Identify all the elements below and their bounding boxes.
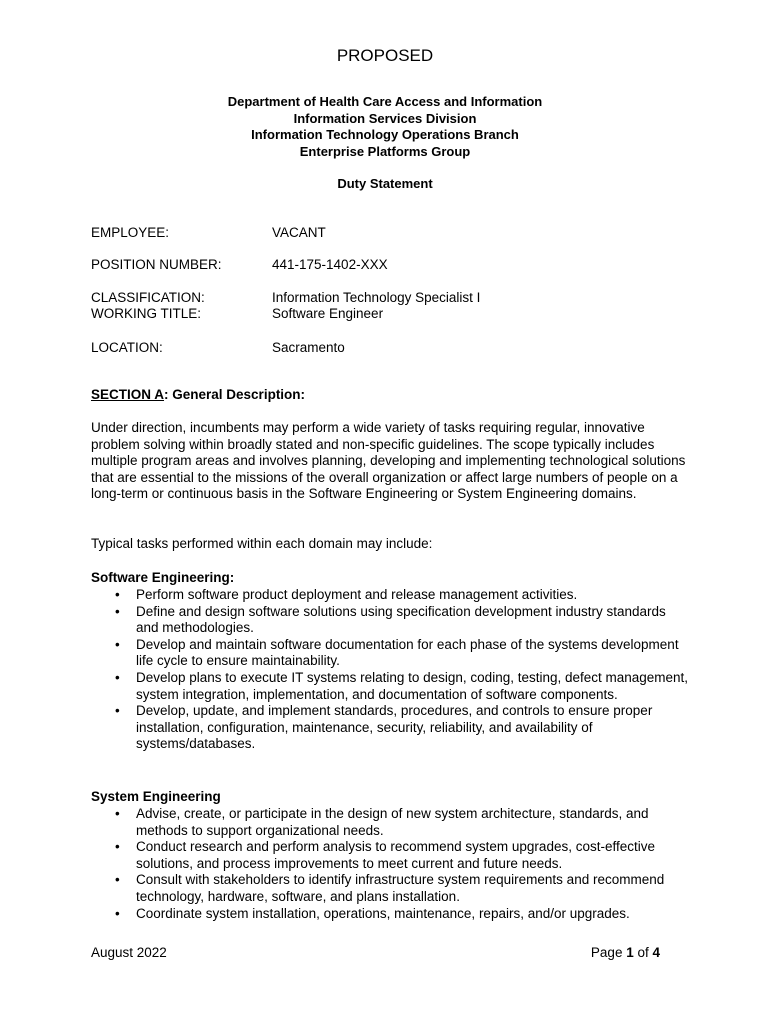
footer-date: August 2022 bbox=[91, 945, 167, 960]
bullet-icon: • bbox=[115, 703, 120, 719]
employee-value: VACANT bbox=[272, 225, 326, 240]
bullet-icon: • bbox=[115, 603, 120, 619]
duty-statement-title: Duty Statement bbox=[337, 176, 433, 191]
current-page: 1 bbox=[626, 945, 634, 960]
section-a-label: SECTION A bbox=[91, 387, 165, 402]
position-number-label: POSITION NUMBER: bbox=[91, 257, 222, 272]
list-item: • Develop, update, and implement standards, procedures, and controls to ensure proper installation, configuration, maintenance, security, reliability, and availability of systems/databases. bbox=[115, 703, 653, 752]
employee-label: EMPLOYEE: bbox=[91, 225, 170, 240]
location-label: LOCATION: bbox=[91, 340, 163, 355]
header-line-branch: Information Technology Operations Branch bbox=[251, 127, 519, 142]
bullet-icon: • bbox=[115, 587, 120, 602]
header-line-division: Information Services Division bbox=[293, 110, 477, 126]
list-item: • Develop plans to execute IT systems relating to design, coding, testing, defect management, system integration, implementation, and documentation of software components. bbox=[115, 669, 689, 702]
section-a-title: : General Description: bbox=[164, 387, 306, 402]
list-item: • Advise, create, or participate in the design of new system architecture, standards, and methods to support organizational needs. bbox=[115, 806, 649, 838]
bullet-icon: • bbox=[115, 839, 120, 855]
system-engineering-heading: System Engineering bbox=[91, 789, 221, 804]
bullet-icon: • bbox=[115, 669, 120, 685]
total-pages: 4 bbox=[652, 945, 660, 960]
header-line-group: Enterprise Platforms Group bbox=[299, 143, 471, 159]
list-item: • Conduct research and perform analysis to recommend system upgrades, cost-effective solutions, and process improvements to meet current and future needs. bbox=[115, 839, 655, 871]
classification-label: CLASSIFICATION: bbox=[91, 290, 205, 305]
working-title-value: Software Engineer bbox=[272, 306, 384, 321]
general-description: Under direction, incumbents may perform a wide variety of tasks requiring regular, innovative problem solving within broadly stated and non-specific guidelines. The scope typically includes multiple program areas and involves planning, developing and implementing technological solutions that are essential to the missions of the overall organization or affect large numbers of people on a long-term or continuous basis in the Software Engineering or System Engineering domains. bbox=[91, 420, 686, 502]
software-engineering-list bbox=[91, 587, 691, 753]
bullet-icon: • bbox=[115, 636, 120, 652]
bullet-icon: • bbox=[115, 905, 120, 921]
classification-value: Information Technology Specialist I bbox=[272, 290, 481, 305]
list-item: • Develop and maintain software documentation for each phase of the systems development life cycle to ensure maintainability. bbox=[115, 636, 679, 669]
software-engineering-heading: Software Engineering: bbox=[91, 570, 235, 585]
list-item: • Consult with stakeholders to identify infrastructure system requirements and recommend technology, hardware, software, and plans installation. bbox=[115, 872, 665, 904]
typical-tasks-intro: Typical tasks performed within each domain may include: bbox=[91, 536, 433, 551]
footer-page-number: Page 1 of 4 bbox=[590, 945, 660, 960]
org-header bbox=[160, 94, 610, 160]
system-engineering-list bbox=[91, 806, 691, 922]
list-item: • Perform software product deployment and release management activities. bbox=[115, 587, 578, 602]
header-line-department: Department of Health Care Access and Information bbox=[227, 94, 543, 109]
list-item: • Define and design software solutions using specification development industry standards and methodologies. bbox=[115, 603, 666, 636]
list-item: • Coordinate system installation, operations, maintenance, repairs, and/or upgrades. bbox=[115, 905, 630, 921]
section-a-heading bbox=[91, 387, 305, 402]
bullet-icon: • bbox=[115, 806, 120, 821]
proposed-title: PROPOSED bbox=[336, 46, 434, 65]
bullet-icon: • bbox=[115, 872, 120, 888]
location-value: Sacramento bbox=[272, 340, 345, 355]
position-number-value: 441-175-1402-XXX bbox=[272, 257, 388, 272]
working-title-label: WORKING TITLE: bbox=[91, 306, 202, 321]
